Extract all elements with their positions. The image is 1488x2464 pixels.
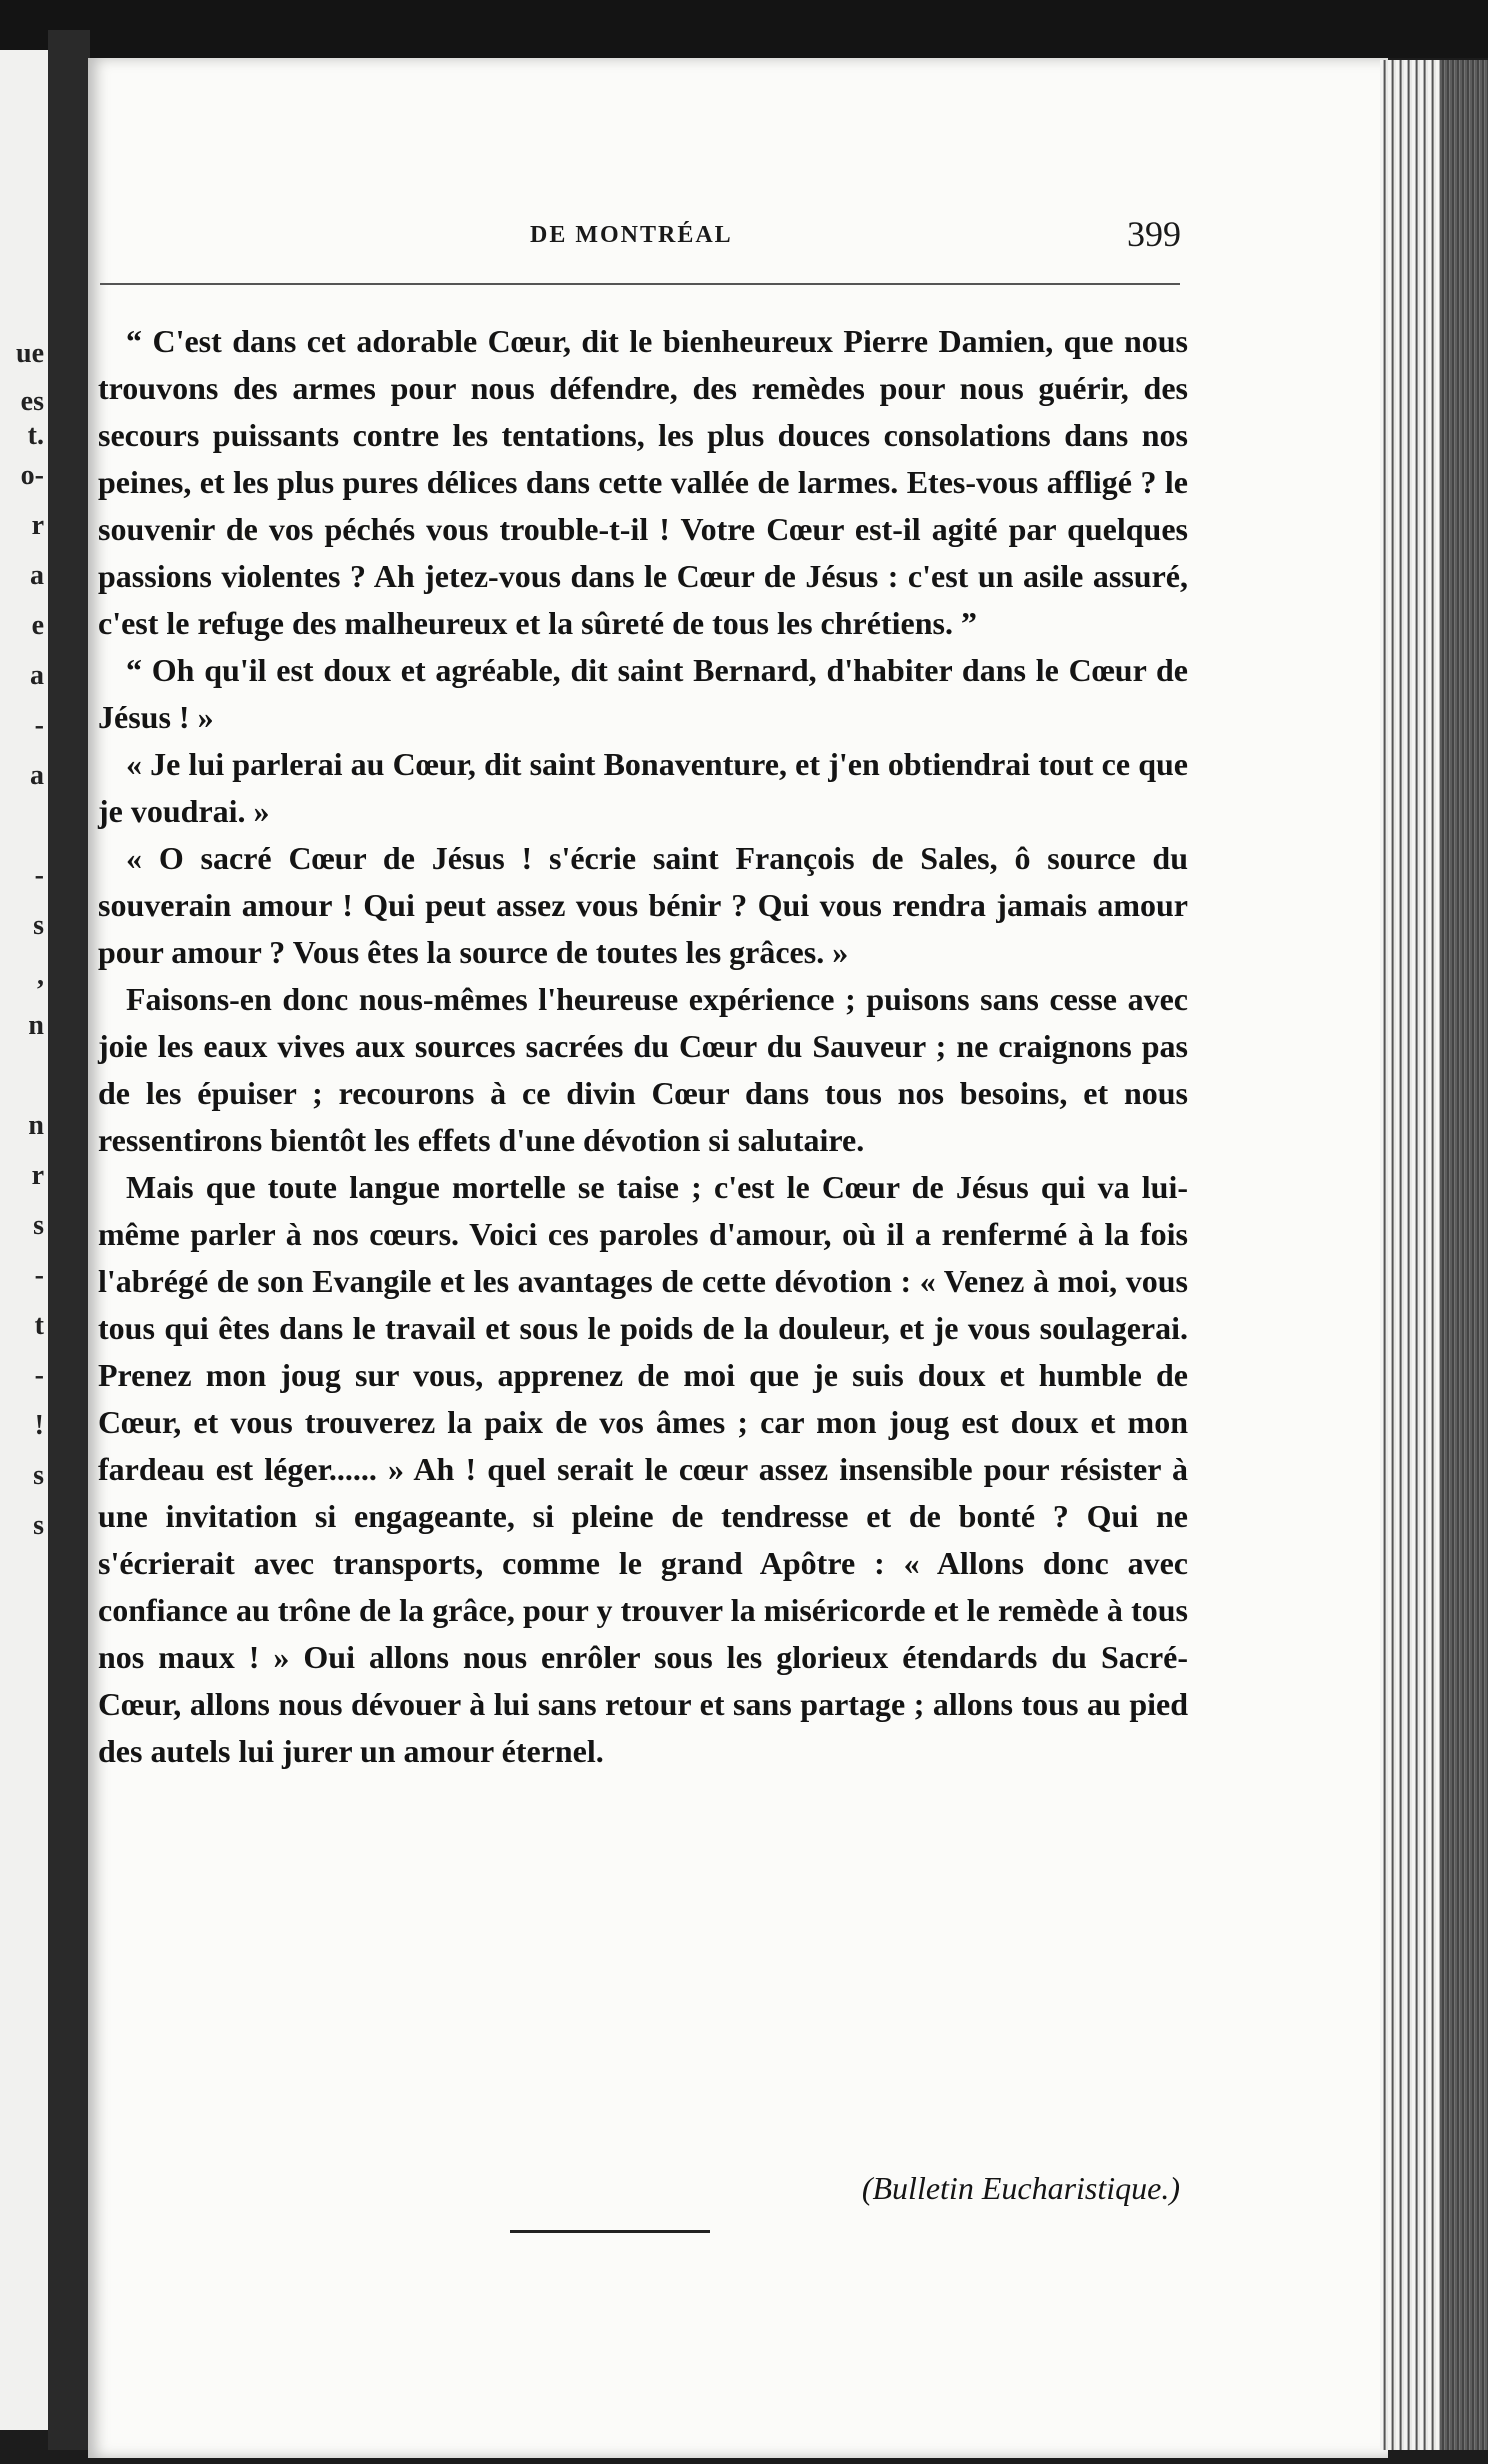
paragraph: Mais que toute langue mortelle se taise ; c'est le Cœur de Jésus qui va lui-même parler à nos cœurs. Voici ces paroles d'amour, où il a renfermé à la fois l'abrégé de son Evangile et les avantages de cette dévotion : « Venez à moi, vous tous qui êtes dans le travail et sous le poids de la douleur, et je vous soulagerai. Prenez mon joug sur vous, apprenez de moi que je suis doux et humble de Cœur, et vous trouverez la paix de vos âmes ; car mon joug est doux et mon fardeau est léger...... » Ah ! quel serait le cœur assez insensible pour résister à une invitation si engageante, si pleine de tendresse et de bonté ? Qui ne s'écrierait avec transports, comme le grand Apôtre : « Allons donc avec confiance au trône de la grâce, pour y trouver la miséricorde et le remède à tous nos maux ! » Oui allons nous enrôler sous les glorieux étendards du Sacré-Cœur, allons nous dévouer à lui sans retour et sans partage ; allons tous au pied des autels lui jurer un amour éternel. (98, 1169, 1188, 1769)
body-text (98, 318, 1188, 1775)
left-page-fragment: - (34, 1360, 44, 1391)
left-page-fragment: n (28, 1110, 44, 1141)
left-page-fragment: - (34, 710, 44, 741)
running-head: DE MONTRÉAL (530, 222, 733, 248)
left-page-fragment: ! (34, 1410, 44, 1441)
paragraph: “ C'est dans cet adorable Cœur, dit le bienheureux Pierre Damien, que nous trouvons des armes pour nous défendre, des remèdes pour nous guérir, des secours puissants contre les tentations, les plus douces consolations dans nos peines, et les plus pures délices dans cette vallée de larmes. Etes-vous affligé ? le souvenir de vos péchés vous trouble-t-il ! Votre Cœur est-il agité par quelques passions violentes ? Ah jetez-vous dans le Cœur de Jésus : c'est un asile assuré, c'est le refuge des malheureux et la sûreté de tous les chrétiens. ” (98, 323, 1188, 641)
left-page-fragment: s (33, 1210, 44, 1241)
book-gutter (48, 30, 90, 2450)
left-page-fragment: s (33, 910, 44, 941)
paragraph: « Je lui parlerai au Cœur, dit saint Bonaventure, et j'en obtiendrai tout ce que je voudrai. » (98, 746, 1188, 829)
paragraph: Faisons-en donc nous-mêmes l'heureuse expérience ; puisons sans cesse avec joie les eaux vives aux sources sacrées du Cœur du Sauveur ; ne craignons pas de les épuiser ; recourons à ce divin Cœur dans tous nos besoins, et nous ressentirons bientôt les effets d'une dévotion si salutaire. (98, 981, 1188, 1158)
closing-rule (510, 2230, 710, 2233)
paragraph: « O sacré Cœur de Jésus ! s'écrie saint François de Sales, ô source du souverain amour ! Qui peut assez vous bénir ? Qui vous rendra jamais amour pour amour ? Vous êtes la source de toutes les grâces. » (98, 840, 1188, 970)
left-page-fragment: es (20, 386, 44, 417)
left-page-fragment: a (30, 760, 44, 791)
left-page-fragment: , (37, 960, 44, 991)
left-page-fragment: r (31, 510, 44, 541)
paragraph: “ Oh qu'il est doux et agréable, dit saint Bernard, d'habiter dans le Cœur de Jésus ! » (98, 652, 1188, 735)
left-page-fragment: - (34, 860, 44, 891)
left-page-fragment: s (33, 1460, 44, 1491)
left-page-fragment: t (34, 1310, 44, 1341)
page-number: 399 (1127, 214, 1181, 254)
left-page-fragment: n (28, 1010, 44, 1041)
left-page-fragment: a (30, 560, 44, 591)
left-page-fragment: a (30, 660, 44, 691)
left-page-edge (0, 50, 48, 2430)
scan-top-border (0, 0, 1488, 58)
left-page-fragment: o- (20, 460, 44, 491)
source-citation: (Bulletin Eucharistique.) (861, 2170, 1180, 2206)
left-page-fragment: r (31, 1160, 44, 1191)
left-page-fragment: ue (16, 338, 44, 369)
page-edges-shadow (1440, 60, 1488, 2450)
left-page-fragment: - (34, 1260, 44, 1291)
header-rule (100, 283, 1180, 285)
left-page-fragment: e (31, 610, 44, 641)
left-page-fragment: s (33, 1510, 44, 1541)
left-page-fragment: t. (27, 420, 44, 451)
